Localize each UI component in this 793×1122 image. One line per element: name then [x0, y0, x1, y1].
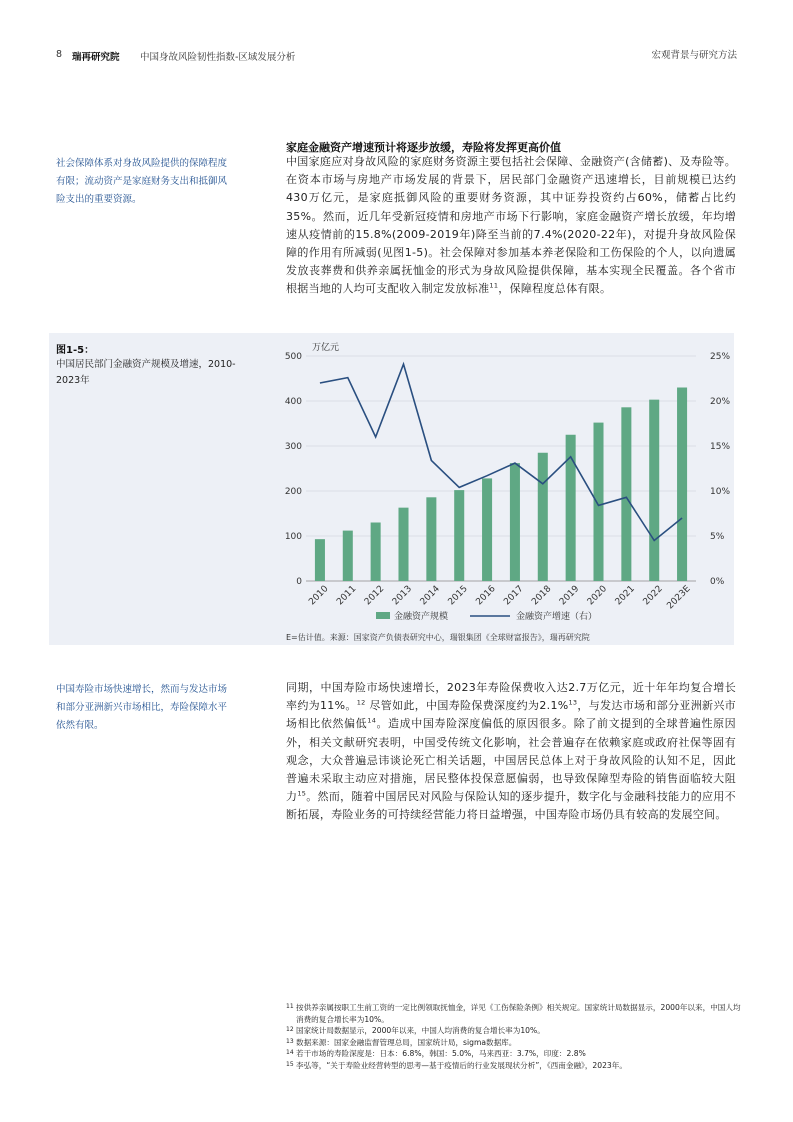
y-tick-label: 100	[284, 532, 302, 542]
paragraph-text-end: ，保障程度总体有限。	[498, 282, 612, 296]
side-note-social-security: 社会保障体系对身故风险提供的保障程度有限；流动资产是家庭财务支出和抵御风险支出的重要资源。	[56, 158, 228, 205]
footnote-ref[interactable]: 11	[489, 281, 499, 290]
section-heading: 家庭金融资产增速预计将逐步放缓，寿险将发挥更高价值	[286, 141, 561, 154]
brand-name: 瑞再研究院	[72, 52, 120, 63]
footnote-item	[286, 1037, 746, 1049]
paragraph-life-insurance	[286, 679, 736, 825]
footnotes	[286, 1002, 746, 1072]
x-tick-label: 2021	[613, 584, 637, 608]
bar	[371, 523, 381, 582]
paragraph-text: 同期，中国寿险市场快速增长，2023年寿险保费收入达2.7万亿元，近十年年均复合增长率约为11%。	[286, 681, 736, 713]
paragraph-text: 。然而，随着中国居民对风险与保险认知的逐步提升，数字化与金融科技能力的应用不断拓展，寿险业务的可持续经营能力将日益增强，中国寿险市场仍具有较高的发展空间。	[286, 790, 736, 822]
footnote-number: 14	[286, 1049, 294, 1057]
footnote-number: 12	[286, 1026, 294, 1034]
x-tick-label: 2015	[446, 584, 470, 608]
bar	[621, 407, 631, 581]
x-tick-label: 2011	[335, 584, 359, 608]
bar	[593, 423, 603, 581]
footnote-ref[interactable]: 15	[297, 789, 307, 798]
bar	[538, 453, 548, 581]
paragraph-text: 。造成中国寿险深度偏低的原因很多。除了前文提到的全球普遍性原因外，相关文献研究表明，中国受传统文化影响，社会普遍存在依赖家庭或政府社保等固有观念，大众普遍忌讳谈论死亡相关话题，中国居民总体上对于身故风险的认知不足，因此普遍未采取主动应对措施，居民整体投保意愿偏弱，也导致保障型寿险的销售面临较大阻力	[286, 717, 736, 804]
y2-tick-label: 25%	[710, 352, 731, 362]
y2-tick-label: 10%	[710, 487, 731, 497]
x-tick-label: 2016	[474, 584, 498, 608]
footnote-item	[286, 1002, 746, 1025]
footnote-text: 按供养亲属按职工生前工资的一定比例领取抚恤金，详见《工伤保险条例》相关规定。国家统计局数据显示，2000年以来，中国人均消费的复合增长率为10%。	[296, 1003, 741, 1024]
x-tick-label: 2020	[585, 584, 610, 608]
bar	[426, 497, 436, 581]
bar	[482, 478, 492, 581]
y-tick-label: 500	[284, 352, 302, 362]
bar	[454, 490, 464, 581]
x-tick-label: 2019	[557, 584, 582, 608]
figure-caption: 中国居民部门金融资产规模及增速，2010-2023年	[56, 359, 236, 386]
y-tick-label: 0	[296, 577, 302, 587]
y2-tick-label: 20%	[710, 397, 731, 407]
bar	[510, 463, 520, 581]
bar	[398, 508, 408, 581]
legend-swatch-bar	[376, 612, 390, 619]
page-number: 8	[56, 49, 63, 60]
y-axis-label: 万亿元	[312, 343, 340, 353]
x-tick-label: 2018	[530, 584, 554, 608]
side-note-life-insurance: 中国寿险市场快速增长，然而与发达市场和部分亚洲新兴市场相比，寿险保障水平依然有限。	[56, 684, 228, 731]
footnote-text: 国家统计局数据显示，2000年以来，中国人均消费的复合增长率为10%。	[296, 1026, 545, 1036]
bar	[343, 531, 353, 581]
document-title: 中国身故风险韧性指数-区域发展分析	[140, 52, 296, 63]
bar	[649, 400, 659, 581]
figure-source: E=估计值。来源：国家资产负债表研究中心，瑞银集团《全球财富报告》，瑞再研究院	[286, 633, 590, 642]
bar	[315, 539, 325, 581]
x-tick-label: 2010	[307, 584, 331, 608]
x-tick-label: 2013	[390, 584, 415, 608]
y2-tick-label: 5%	[710, 532, 725, 542]
footnote-item	[286, 1060, 746, 1072]
footnote-ref[interactable]: 13	[568, 698, 578, 707]
paragraph-text: 中国家庭应对身故风险的家庭财务资源主要包括社会保障、金融资产(含储蓄)、及寿险等。在资本市场与房地产市场发展的背景下，居民部门金融资产迅速增长，目前规模已达约430万亿元，是家庭抵御风险的重要财务资源，其中证券投资约占60%，储蓄占比约35%。然而，近几年受新冠疫情和房地产市场下行影响，家庭金融资产增长放缓，年均增速从疫情前的15.8%(2009-2019年)降至当前的7.4%(2020-22年)，对提升身故风险保障的作用有所减弱(见图1-5)。社会保障对参加基本养老保险和工伤保险的个人，以向遗属发放丧葬费和供养亲属抚恤金的形式为身故风险提供保障，基本实现全民覆盖。各个省市根据当地的人均可支配收入制定发放标准	[286, 155, 736, 296]
y-tick-label: 400	[284, 397, 302, 407]
footnote-text: 若干市场的寿险深度是：日本：6.8%，韩国：5.0%，马来西亚：3.7%，印度：2.8%	[296, 1049, 586, 1059]
x-tick-label: 2023E	[665, 584, 693, 612]
footnote-ref[interactable]: 12	[356, 698, 366, 707]
legend-label-line: 金融资产增速（右）	[516, 612, 598, 622]
legend-label-bar: 金融资产规模	[394, 612, 449, 622]
paragraph-text: ，与发达市场和部分亚洲新兴市场相比依然偏低	[286, 699, 736, 731]
x-tick-label: 2014	[418, 584, 442, 608]
paragraph-text: 尽管如此，中国寿险保费深度约为2.1%	[365, 699, 569, 713]
y-tick-label: 200	[284, 487, 302, 497]
x-tick-label: 2022	[641, 584, 665, 608]
footnote-ref[interactable]: 14	[367, 716, 377, 725]
footnote-item	[286, 1048, 746, 1060]
footnote-text: 数据来源：国家金融监督管理总局，国家统计局，sigma数据库。	[296, 1037, 517, 1047]
section-title: 宏观背景与研究方法	[651, 50, 737, 61]
footnote-number: 15	[286, 1060, 294, 1068]
y2-tick-label: 0%	[710, 577, 725, 587]
footnote-number: 11	[286, 1003, 294, 1010]
footnote-text: 李弘等，“关于寿险业经营转型的思考—基于疫情后的行业发展现状分析”，《西南金融》，2023年。	[296, 1060, 627, 1070]
y-tick-label: 300	[284, 442, 302, 452]
bar	[677, 388, 687, 582]
y2-tick-label: 15%	[710, 442, 731, 452]
footnote-item	[286, 1025, 746, 1037]
x-tick-label: 2017	[502, 584, 526, 608]
figure-label: 图1-5：	[56, 345, 95, 356]
footnote-number: 13	[286, 1037, 294, 1045]
x-tick-label: 2012	[362, 584, 387, 608]
